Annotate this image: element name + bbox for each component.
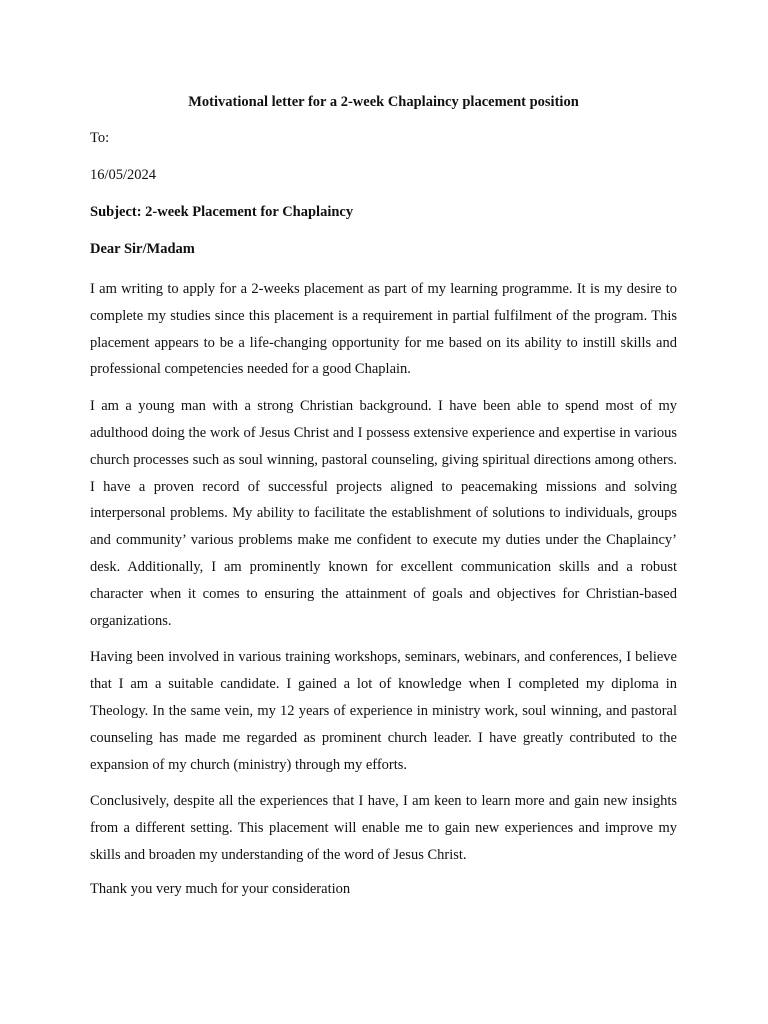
- paragraph-conclusion: Conclusively, despite all the experiences that I have, I am keen to learn more and gain new insights from a different setting. This placement will enable me to gain new experiences and improve my skills and broaden my understanding of the word of Jesus Christ.: [90, 793, 677, 863]
- subject-line: Subject: 2-week Placement for Chaplaincy: [90, 204, 354, 220]
- salutation: Dear Sir/Madam: [90, 241, 195, 257]
- letter-date: 16/05/2024: [90, 167, 157, 183]
- letter-title: Motivational letter for a 2-week Chaplaincy placement position: [188, 94, 579, 110]
- paragraph-qualifications: Having been involved in various training workshops, seminars, webinars, and conferences, I believe that I am a suitable candidate. I gained a lot of knowledge when I completed my diploma in Theology. In the same vein, my 12 years of experience in ministry work, soul winning, and pastoral counseling has made me regarded as prominent church leader. I have greatly contributed to the expansion of my church (ministry) through my efforts.: [90, 649, 677, 773]
- letter-body: [90, 92, 677, 899]
- paragraph-background: I am a young man with a strong Christian background. I have been able to spend most of my adulthood doing the work of Jesus Christ and I possess extensive experience and expertise in various church processes such as soul winning, pastoral counseling, giving spiritual directions among others. I have a proven record of successful projects aligned to peacemaking missions and solving interpersonal problems. My ability to facilitate the establishment of solutions to individuals, groups and community’ various problems make me confident to execute my duties under the Chaplaincy’ desk. Additionally, I am prominently known for excellent communication skills and a robust character when it comes to ensuring the attainment of goals and objectives for Christian-based organizations.: [90, 398, 677, 629]
- recipient-line: To:: [90, 130, 110, 146]
- paragraph-intro: I am writing to apply for a 2-weeks placement as part of my learning programme. It is my desire to complete my studies since this placement is a requirement in partial fulfilment of the program. This placement appears to be a life-changing opportunity for me based on its ability to instill skills and professional competencies needed for a good Chaplain.: [90, 281, 677, 378]
- closing-line: Thank you very much for your consideration: [90, 880, 351, 897]
